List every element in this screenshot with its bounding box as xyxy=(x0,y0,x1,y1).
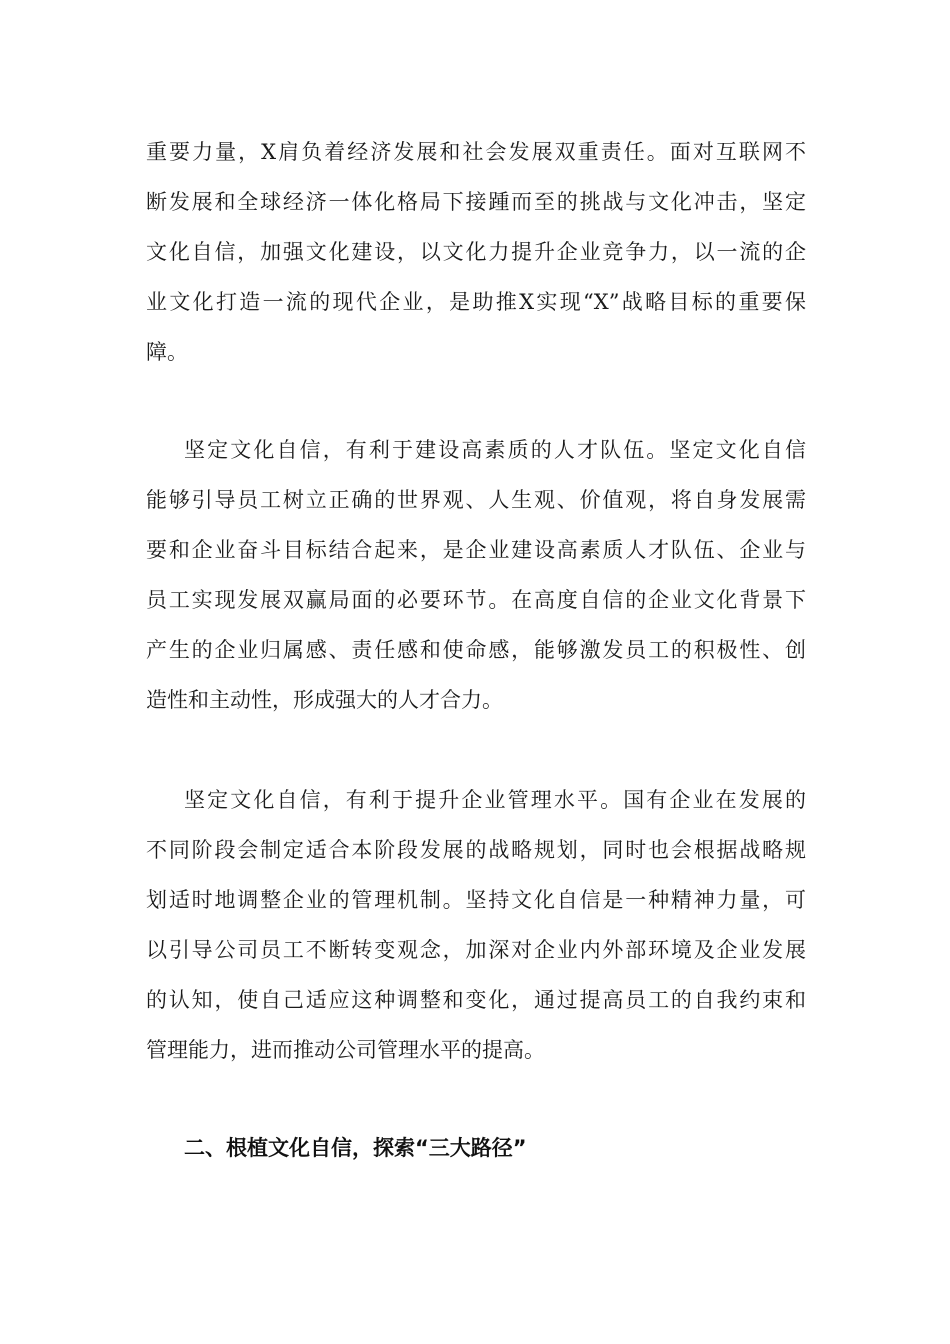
paragraph-line: 能够引导员工树立正确的世界观、人生观、价值观，将自身发展需 xyxy=(146,488,806,512)
paragraph-line: 产生的企业归属感、责任感和使命感，能够激发员工的积极性、创 xyxy=(146,638,806,662)
paragraph-line: 坚定文化自信，有利于建设高素质的人才队伍。坚定文化自信 xyxy=(184,438,806,462)
paragraph-line: 划适时地调整企业的管理机制。坚持文化自信是一种精神力量，可 xyxy=(146,888,806,912)
paragraph-line: 不同阶段会制定适合本阶段发展的战略规划，同时也会根据战略规 xyxy=(146,838,806,862)
paragraph-line: 重要力量，X肩负着经济发展和社会发展双重责任。面对互联网不 xyxy=(146,140,806,164)
section-heading: 二、根植文化自信，探索“三大路径” xyxy=(184,1136,527,1160)
paragraph-line: 要和企业奋斗目标结合起来，是企业建设高素质人才队伍、企业与 xyxy=(146,538,806,562)
paragraph-line: 造性和主动性，形成强大的人才合力。 xyxy=(146,688,503,712)
paragraph-line: 坚定文化自信，有利于提升企业管理水平。国有企业在发展的 xyxy=(184,788,806,812)
paragraph-line: 障。 xyxy=(146,340,188,364)
paragraph-line: 员工实现发展双赢局面的必要环节。在高度自信的企业文化背景下 xyxy=(146,588,806,612)
paragraph-line: 管理能力，进而推动公司管理水平的提高。 xyxy=(146,1038,545,1062)
paragraph-line: 以引导公司员工不断转变观念，加深对企业内外部环境及企业发展 xyxy=(146,938,806,962)
paragraph-line: 业文化打造一流的现代企业，是助推X实现“X”战略目标的重要保 xyxy=(146,290,806,314)
paragraph-line: 断发展和全球经济一体化格局下接踵而至的挑战与文化冲击，坚定 xyxy=(146,190,806,214)
paragraph-line: 文化自信，加强文化建设，以文化力提升企业竞争力，以一流的企 xyxy=(146,240,806,264)
paragraph-line: 的认知，使自己适应这种调整和变化，通过提高员工的自我约束和 xyxy=(146,988,806,1012)
